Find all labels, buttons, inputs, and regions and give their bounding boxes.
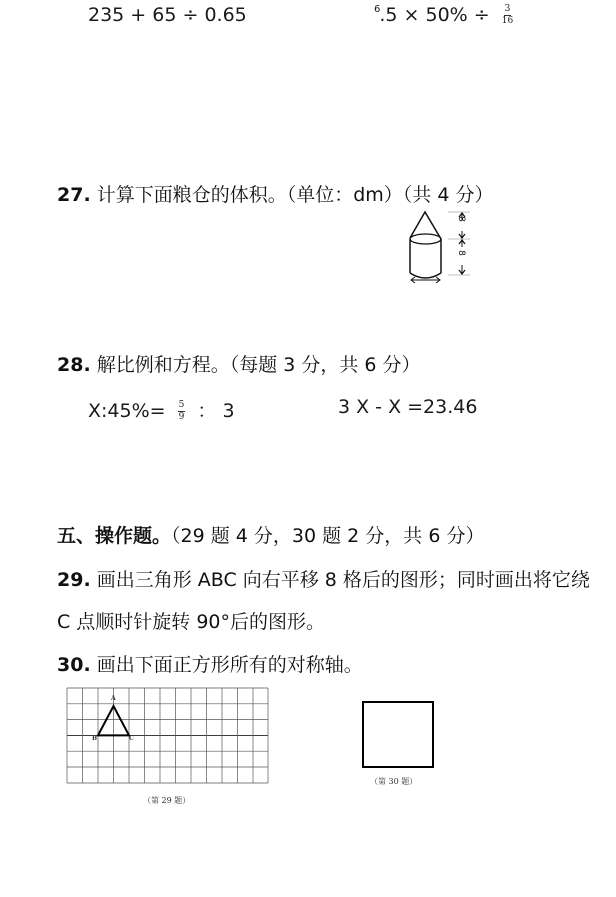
expression-left: 235 + 65 ÷ 0.65 (88, 4, 247, 26)
fraction-3-16 (502, 5, 513, 26)
granary-figure (400, 205, 480, 290)
fraction-numerator: 5 (178, 400, 185, 410)
section-title-points: （29 题 4 分，30 题 2 分，共 6 分） (171, 525, 485, 547)
cylinder-height-label: 8 (455, 250, 466, 256)
expression-right (374, 4, 519, 26)
figure-caption-q29: （第 29 题） (143, 796, 191, 805)
expression-right-superscript: 6 (374, 4, 381, 15)
question-text: 解比例和方程。（每题 3 分，共 6 分） (96, 354, 421, 376)
question-text: 画出三角形 ABC 向右平移 8 格后的图形；同时画出将它绕 (96, 569, 590, 591)
cone-height-label: 8 (455, 216, 466, 222)
question-29-line2: C 点顺时针旋转 90°后的图形。 (57, 611, 326, 633)
fraction-5-9 (178, 401, 186, 422)
equation-prefix: X:45%= (88, 400, 166, 422)
proportion-equation (88, 396, 235, 423)
section-5-title (57, 521, 484, 548)
question-28-title (57, 350, 421, 377)
question-number: 30. (57, 654, 91, 676)
question-number: 28. (57, 354, 91, 376)
vertex-label-a: A (111, 695, 116, 702)
question-30-title (57, 650, 363, 677)
question-number: 27. (57, 184, 91, 206)
equation-suffix: ： 3 (197, 400, 235, 422)
figure-caption-q30: （第 30 题） (370, 777, 418, 786)
vertex-label-c: C (129, 735, 134, 742)
fraction-denominator: 16 (501, 16, 514, 26)
square-figure-q30 (362, 701, 434, 768)
section-title-bold: 五、操作题。 (57, 525, 172, 547)
vertex-label-b: B (92, 735, 98, 742)
question-text: 计算下面粮仓的体积。（单位：dm）（共 4 分） (96, 184, 494, 206)
expression-right-main: .5 × 50% ÷ (379, 4, 490, 26)
grid-figure-q29 (67, 688, 269, 784)
fraction-denominator: 9 (178, 412, 185, 422)
question-text: 画出下面正方形所有的对称轴。 (96, 654, 363, 676)
question-29-line1 (57, 565, 590, 592)
question-number: 29. (57, 569, 91, 591)
fraction-numerator: 3 (504, 4, 511, 14)
question-27-title (57, 180, 493, 207)
linear-equation: 3 X - X =23.46 (338, 396, 478, 418)
